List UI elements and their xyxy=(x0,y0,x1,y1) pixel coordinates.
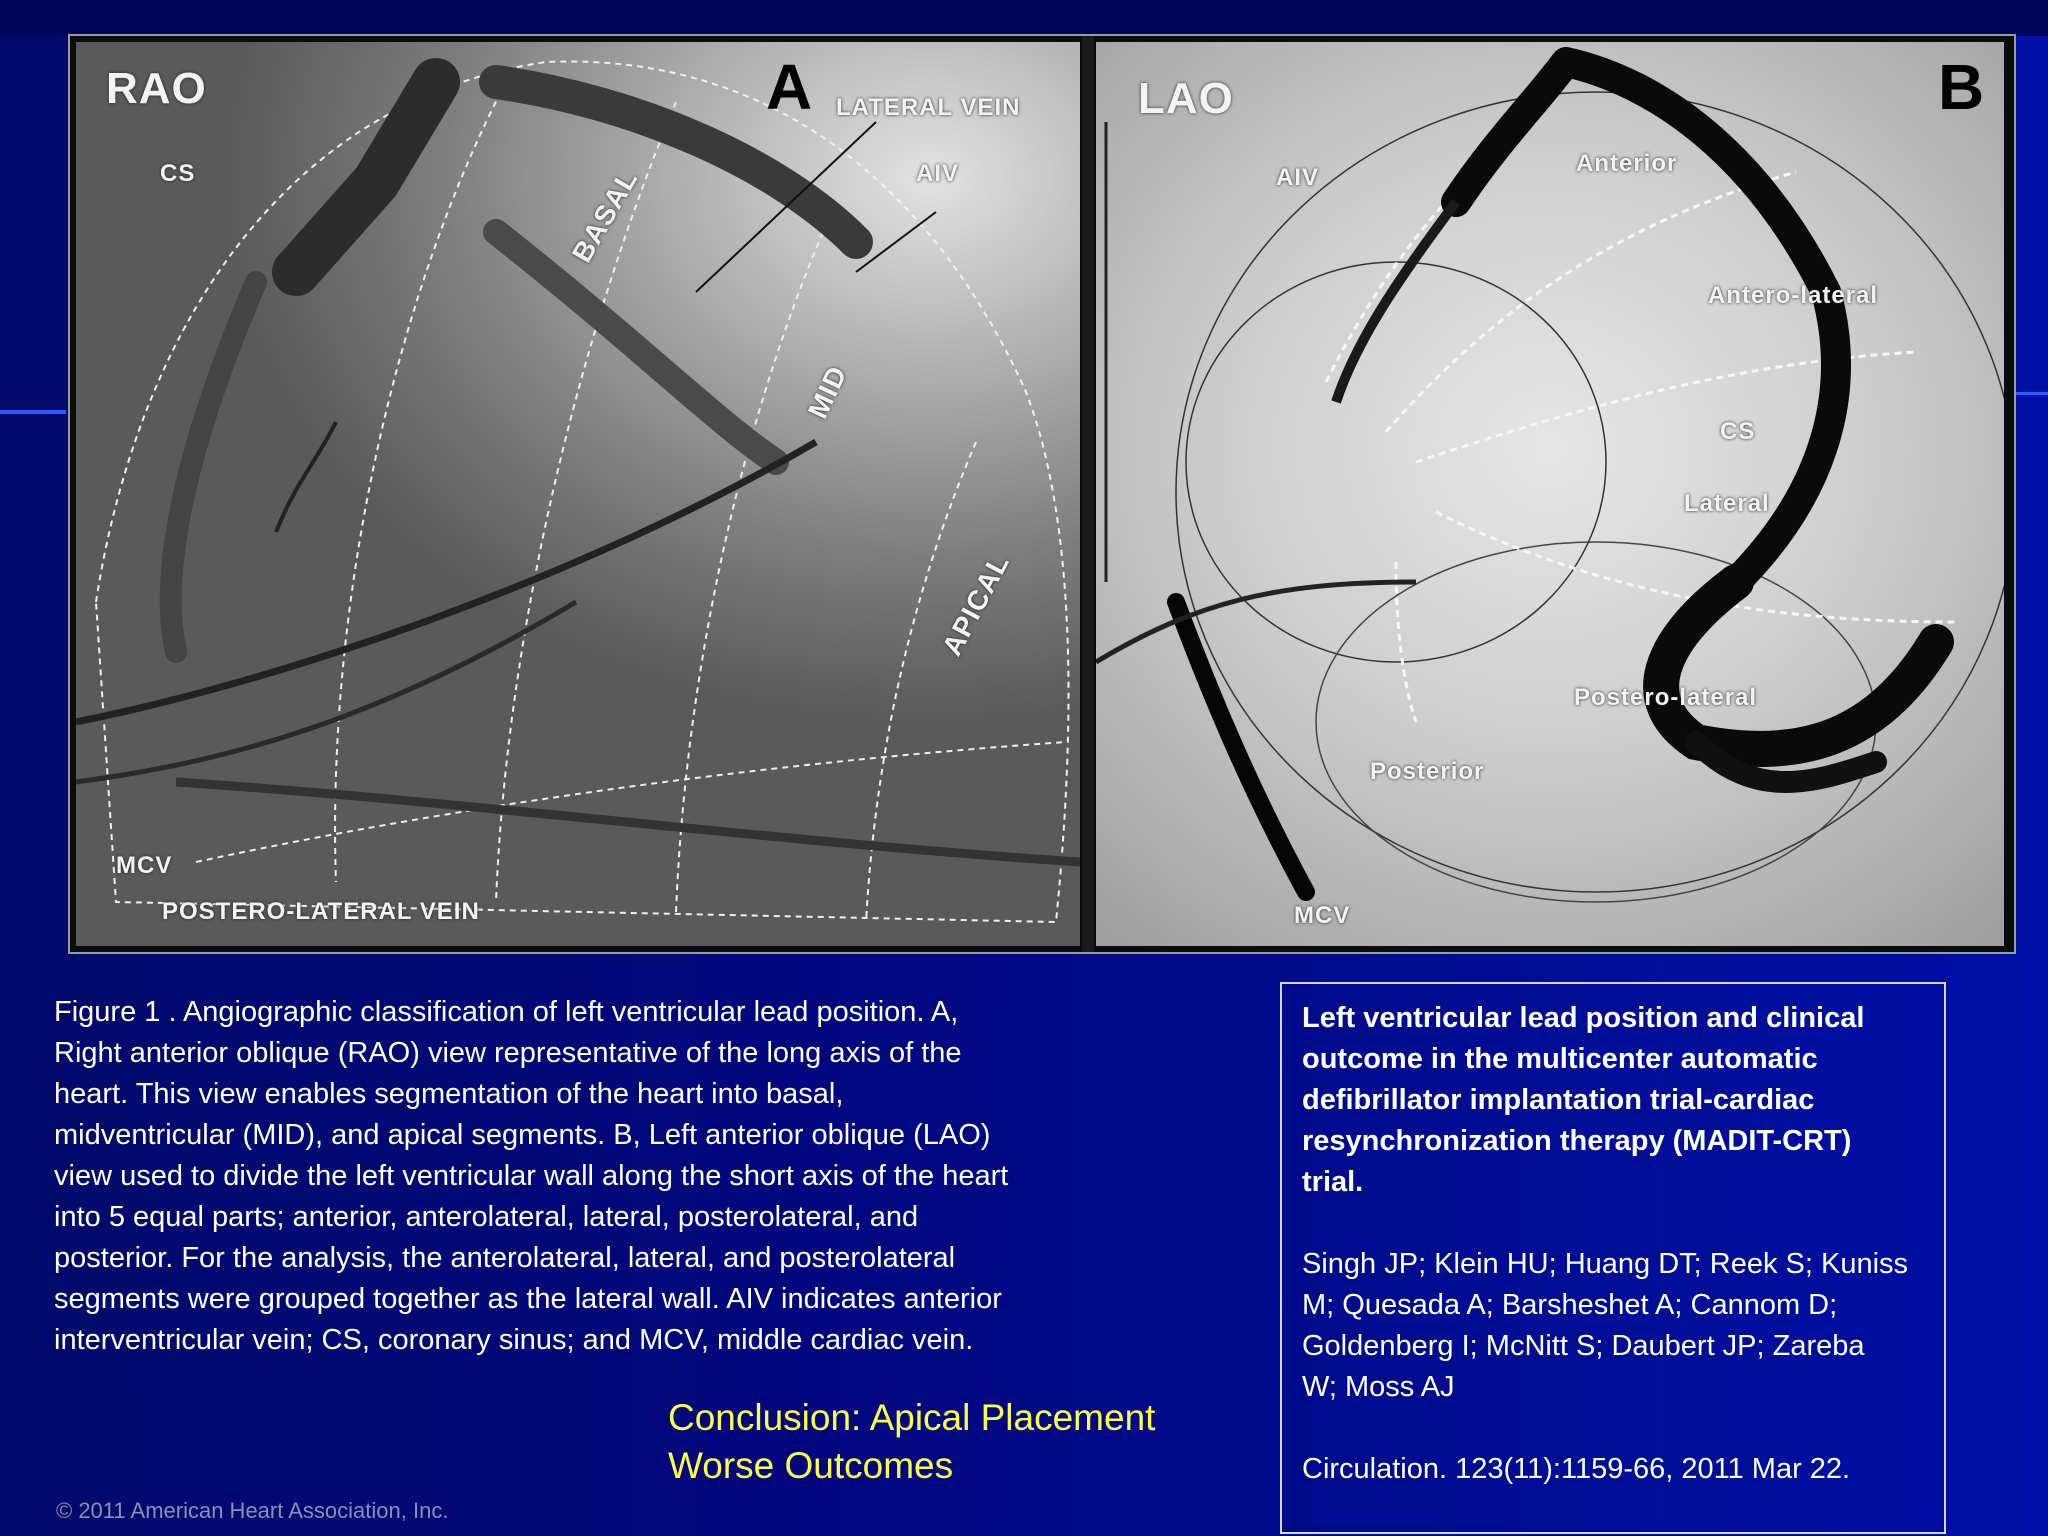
reference-citation: Circulation. 123(11):1159-66, 2011 Mar 22. xyxy=(1302,1453,1851,1485)
lao-label: LAO xyxy=(1138,74,1234,123)
copyright-notice: © 2011 American Heart Association, Inc. xyxy=(56,1498,449,1523)
caption-line: into 5 equal parts; anterior, anterolateral, lateral, posterolateral, and xyxy=(54,1201,919,1233)
aiv-label-b: AIV xyxy=(1276,164,1320,191)
aiv-vessel xyxy=(1336,202,1456,402)
decorative-stripe xyxy=(0,410,66,414)
figure-caption xyxy=(54,992,1134,1361)
conclusion-line-2: Worse Outcomes xyxy=(668,1445,954,1486)
caption-line: Figure 1 . Angiographic classification of left ventricular lead position. A, xyxy=(54,996,959,1028)
caption-line: segments were grouped together as the lateral wall. AIV indicates anterior xyxy=(54,1283,1002,1315)
lead-coil xyxy=(276,422,336,532)
lateral-vein-vessel xyxy=(496,232,776,462)
aiv-label-a: AIV xyxy=(916,160,960,187)
cs-label-a: CS xyxy=(160,160,196,187)
mid-label: MID xyxy=(802,360,854,424)
coronary-sinus-vessel xyxy=(296,82,436,272)
postero-lateral-label: Postero-lateral xyxy=(1574,684,1758,711)
reference-title-line: resynchronization therapy (MADIT-CRT) xyxy=(1302,1125,1852,1157)
reference-title-line: outcome in the multicenter automatic xyxy=(1302,1043,1818,1075)
lower-circle xyxy=(1316,542,1876,902)
angiography-figure xyxy=(68,34,2016,954)
rao-label: RAO xyxy=(106,64,207,113)
postero-lateral-vessel xyxy=(1661,582,1936,749)
postero-lateral-vein-label: POSTERO-LATERAL VEIN xyxy=(162,898,480,925)
segment-line-3 xyxy=(676,202,836,912)
reference-author-line: Goldenberg I; McNitt S; Daubert JP; Zareba xyxy=(1302,1330,1865,1362)
reference-author-line: Singh JP; Klein HU; Huang DT; Reek S; Kuniss xyxy=(1302,1248,1909,1280)
reference-title-line: Left ventricular lead position and clinical xyxy=(1302,1002,1865,1034)
apical-label: APICAL xyxy=(936,548,1016,661)
catheter-sheath xyxy=(1176,602,1306,892)
lateral-label: Lateral xyxy=(1684,490,1770,517)
lateral-vein-label: LATERAL VEIN xyxy=(836,94,1021,121)
anterior-label: Anterior xyxy=(1576,150,1678,177)
heart-outline xyxy=(96,61,1068,922)
reference-author-line: M; Quesada A; Barsheshet A; Cannom D; xyxy=(1302,1289,1838,1321)
caption-line: midventricular (MID), and apical segments. B, Left anterior oblique (LAO) xyxy=(54,1119,991,1151)
caption-line: interventricular vein; CS, coronary sinus; and MCV, middle cardiac vein. xyxy=(54,1324,974,1356)
panel-a-letter: A xyxy=(766,51,814,123)
lead-wire-b xyxy=(1096,582,1416,662)
lead-catheter-2 xyxy=(76,602,576,782)
caption-line: view used to divide the left ventricular wall along the short axis of the heart xyxy=(54,1160,1009,1192)
reference-author-line: W; Moss AJ xyxy=(1302,1371,1455,1403)
caption-line: Right anterior oblique (RAO) view representative of the long axis of the xyxy=(54,1037,962,1069)
cs-label-b: CS xyxy=(1720,418,1756,445)
mcv-label-b: MCV xyxy=(1294,902,1351,929)
reference-box xyxy=(1280,982,1946,1534)
mcv-label-a: MCV xyxy=(116,852,173,879)
spacer xyxy=(1302,1408,1926,1449)
segment-line-5 xyxy=(196,742,1066,862)
posterior-label: Posterior xyxy=(1370,758,1485,785)
top-band xyxy=(0,0,2048,36)
reference-title-line: defibrillator implantation trial-cardiac xyxy=(1302,1084,1815,1116)
posterior-vessel xyxy=(171,282,256,652)
caption-line: heart. This view enables segmentation of the heart into basal, xyxy=(54,1078,844,1110)
panel-b-letter: B xyxy=(1938,51,1986,123)
reference-title-line: trial. xyxy=(1302,1166,1364,1198)
panel-b-lao xyxy=(1096,42,2004,946)
mcv-vessel xyxy=(176,782,1080,862)
conclusion-text xyxy=(668,1394,1155,1490)
coronary-sinus-b xyxy=(1456,62,1836,582)
panel-a-rao xyxy=(76,42,1080,946)
panel-divider xyxy=(1082,36,1094,952)
antero-lateral-label: Antero-lateral xyxy=(1708,282,1879,309)
panel-b-drawing xyxy=(1096,42,2004,946)
conclusion-line-1: Conclusion: Apical Placement xyxy=(668,1397,1156,1438)
caption-line: posterior. For the analysis, the anterolateral, lateral, and posterolateral xyxy=(54,1242,956,1274)
basal-label: BASAL xyxy=(566,164,644,268)
spacer xyxy=(1302,1203,1926,1244)
